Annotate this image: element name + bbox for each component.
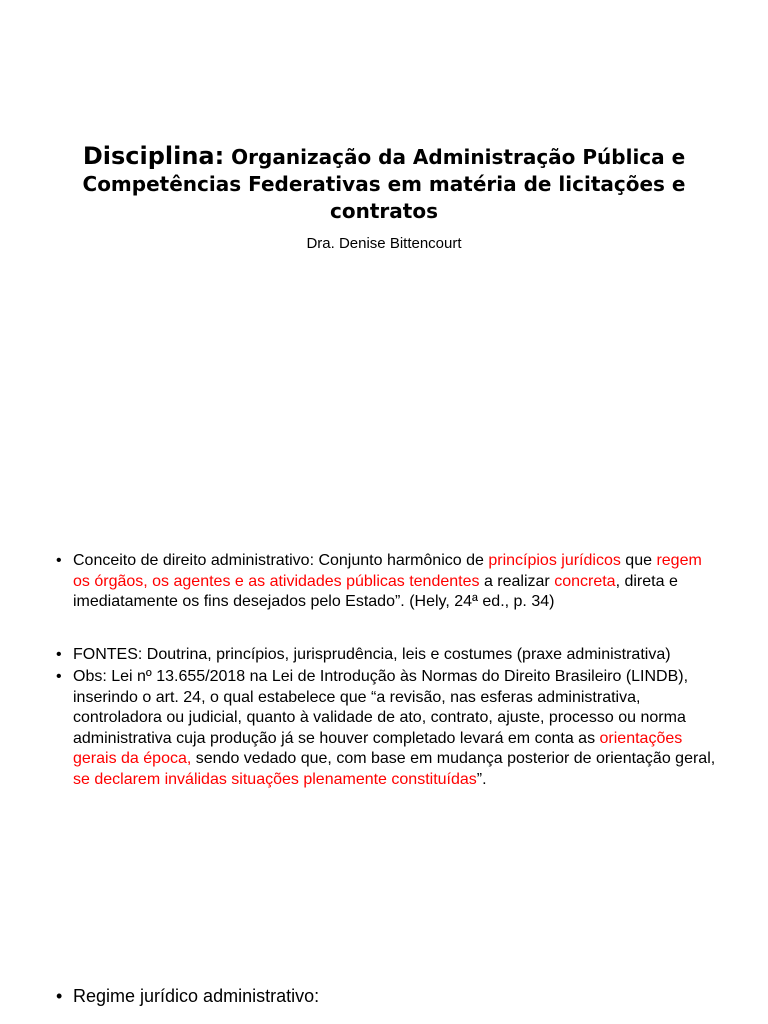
- obs-highlight-2: se declarem inválidas situações plenamente constituídas: [73, 770, 477, 788]
- bullet-concept: [56, 551, 716, 613]
- bullet-list-concept: [56, 551, 716, 613]
- obs-text-2: sendo vedado que, com base em mudança posterior de orientação geral,: [191, 750, 716, 767]
- title-block: [60, 143, 708, 252]
- concept-text-3: a realizar: [479, 572, 555, 590]
- regime-text: Regime jurídico administrativo:: [73, 986, 320, 1006]
- title-rest: Organização da Administração Pública e Competências Federativas em matéria de licitações e contratos: [82, 145, 686, 223]
- bullet-obs: [56, 667, 716, 790]
- bullet-regime: [56, 985, 716, 1007]
- sources-text: FONTES: Doutrina, princípios, jurisprudência, leis e costumes (praxe administrativa): [73, 646, 671, 663]
- obs-text-3: ”.: [476, 770, 487, 788]
- concept-highlight-3: concreta: [554, 572, 616, 590]
- obs-highlight-1: orientações gerais da época,: [73, 729, 683, 767]
- title-lead: Disciplina:: [82, 142, 225, 170]
- bullet-list-obs: [56, 667, 716, 790]
- author-name: Dra. Denise Bittencourt: [306, 235, 462, 252]
- bullet-sources: [56, 645, 716, 666]
- obs-text-1: Obs: Lei nº 13.655/2018 na Lei de Introdução às Normas do Direito Brasileiro (LINDB), inserindo o art. 24, o qual estabelece que “a revisão, nas esferas administrativa, controladora ou judicial, quanto à validade de ato, contrato, ajuste, processo ou norma administrativa cuja produção já se houver completado levará em conta as: [73, 668, 689, 747]
- concept-highlight-1: princípios jurídicos: [488, 552, 621, 569]
- concept-highlight-2: regem os órgãos, os agentes e as atividades públicas tendentes: [73, 552, 702, 590]
- bullet-list-sources: [56, 645, 716, 666]
- concept-text-1: Conceito de direito administrativo: Conjunto harmônico de: [73, 552, 489, 569]
- concept-text-4: , direta e imediatamente os fins desejados pelo Estado”. (Hely, 24ª ed., p. 34): [73, 572, 678, 610]
- bullet-list-regime: [56, 985, 716, 1007]
- page-title: [60, 143, 708, 225]
- concept-text-2: que: [620, 552, 657, 569]
